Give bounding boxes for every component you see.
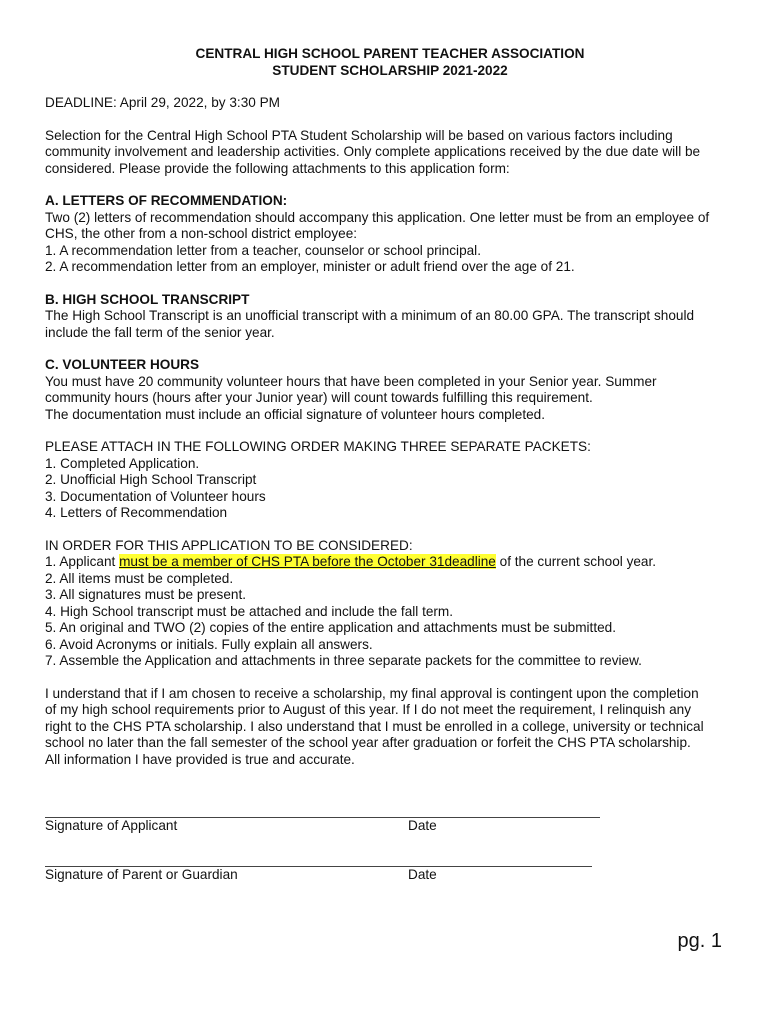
intro-line: considered. Please provide the following attachments to this application form:	[45, 160, 510, 176]
attach-heading: PLEASE ATTACH IN THE FOLLOWING ORDER MAKING THREE SEPARATE PACKETS:	[45, 439, 591, 454]
parent-signature-row	[45, 867, 735, 884]
list-item: 3. Documentation of Volunteer hours	[45, 488, 266, 504]
parent-signature-label: Signature of Parent or Guardian	[45, 867, 238, 882]
highlighted-requirement: must be a member of CHS PTA before the October 31deadline	[119, 554, 496, 569]
section-a-line: CHS, the other from a non-school district employee:	[45, 226, 358, 241]
list-item: 4. Letters of Recommendation	[45, 505, 228, 520]
parent-signature-line[interactable]	[45, 851, 592, 867]
statement-line: school no later than the fall semester of the school year after graduation or forfeit the CHS PTA scholarship.	[45, 735, 691, 750]
section-a	[45, 193, 735, 276]
section-c-line: The documentation must include an official signature of volunteer hours completed.	[45, 406, 545, 422]
statement-line: All information I have provided is true and accurate.	[45, 751, 355, 767]
statement-line: I understand that if I am chosen to receive a scholarship, my final approval is contingent upon the completion	[45, 685, 699, 701]
order-list	[45, 538, 735, 670]
section-a-line: 2. A recommendation letter from an employer, minister or adult friend over the age of 21.	[45, 259, 575, 274]
list-item: 5. An original and TWO (2) copies of the entire application and attachments must be submitted.	[45, 620, 616, 635]
title-line-2: STUDENT SCHOLARSHIP 2021-2022	[272, 62, 508, 78]
list-item: 2. Unofficial High School Transcript	[45, 472, 257, 487]
list-item: 4. High School transcript must be attached and include the fall term.	[45, 603, 454, 619]
intro-line: community involvement and leadership activities. Only complete applications received by the due date will be	[45, 144, 701, 159]
document-page	[45, 46, 735, 884]
list-item	[45, 554, 735, 571]
section-a-line: Two (2) letters of recommendation should accompany this application. One letter must be from an employee of	[45, 209, 710, 225]
order-item-1-prefix: 1. Applicant	[45, 554, 120, 569]
statement-line: of my high school requirements prior to August of this year. If I do not meet the requirement, I relinquish any	[45, 702, 692, 717]
list-item: 7. Assemble the Application and attachments in three separate packets for the committee to review.	[45, 653, 642, 668]
section-b	[45, 292, 735, 342]
section-c-line: community hours (hours after your Junior year) will count towards fulfilling this requirement.	[45, 390, 593, 405]
list-item: 3. All signatures must be present.	[45, 587, 246, 602]
title-line-1: CENTRAL HIGH SCHOOL PARENT TEACHER ASSOCIATION	[195, 46, 585, 61]
section-c-heading: C. VOLUNTEER HOURS	[45, 357, 200, 372]
applicant-date-label: Date	[408, 818, 437, 833]
statement-line: right to the CHS PTA scholarship. I also understand that I must be enrolled in a college, university or technical	[45, 718, 704, 734]
order-heading: IN ORDER FOR THIS APPLICATION TO BE CONSIDERED:	[45, 537, 413, 553]
list-item: 6. Avoid Acronyms or initials. Fully explain all answers.	[45, 636, 373, 652]
section-a-heading: A. LETTERS OF RECOMMENDATION:	[45, 193, 288, 208]
deadline: DEADLINE: April 29, 2022, by 3:30 PM	[45, 95, 280, 110]
applicant-signature-label: Signature of Applicant	[45, 818, 178, 833]
page-number: pg. 1	[677, 930, 722, 952]
order-item-1-suffix: of the current school year.	[495, 554, 657, 569]
attach-list	[45, 439, 735, 522]
applicant-signature-row	[45, 818, 735, 835]
statement-paragraph	[45, 686, 735, 769]
section-b-line: include the fall term of the senior year.	[45, 324, 275, 340]
parent-date-label: Date	[408, 867, 437, 882]
list-item: 2. All items must be completed.	[45, 570, 234, 586]
intro-line: Selection for the Central High School PTA Student Scholarship will be based on various factors including	[45, 127, 673, 143]
section-c-line: You must have 20 community volunteer hours that have been completed in your Senior year. Summer	[45, 373, 657, 389]
section-a-line: 1. A recommendation letter from a teacher, counselor or school principal.	[45, 242, 481, 258]
section-b-heading: B. HIGH SCHOOL TRANSCRIPT	[45, 291, 250, 307]
section-c	[45, 357, 735, 423]
list-item: 1. Completed Application.	[45, 455, 200, 471]
applicant-signature-line[interactable]	[45, 802, 600, 818]
section-b-line: The High School Transcript is an unofficial transcript with a minimum of an 80.00 GPA. The transcript should	[45, 308, 695, 323]
intro-paragraph	[45, 128, 735, 178]
